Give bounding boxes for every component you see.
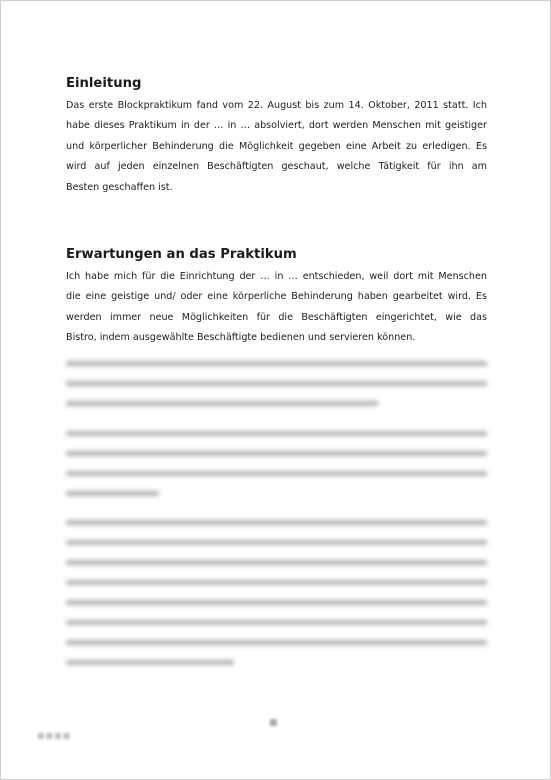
paragraph-einleitung [66,96,487,198]
text-line: habe dieses Praktikum in der … in … absolviert, dort werden Menschen mit geistiger [66,120,487,132]
blurred-paragraph [66,431,487,511]
page-number: ■ [269,718,278,728]
heading-erwartungen: Erwartungen an das Praktikum [66,247,297,262]
text-line: die eine geistige und/ oder eine körperliche Behinderung haben gearbeitet wird. Es [66,291,487,303]
heading-einleitung: Einleitung [66,76,142,91]
text-line: Bistro, indem ausgewählte Beschäftigte bedienen und servieren können. [66,332,416,344]
text-line: wird auf jeden einzelnen Beschäftigten geschaut, welche Tätigkeit für ihn am [66,161,487,173]
text-line: Das erste Blockpraktikum fand vom 22. August bis zum 14. Oktober, 2011 statt. Ich [66,100,487,111]
paragraph-erwartungen [66,267,487,349]
text-line: Besten geschaffen ist. [66,181,173,193]
blurred-paragraph [66,520,487,680]
footer-mark: ■■■■ [37,731,72,740]
text-line: Ich habe mich für die Einrichtung der … in … entschieden, weil dort mit Menschen [66,271,487,282]
text-line: und körperlicher Behinderung die Möglichkeit gegeben eine Arbeit zu erledigen. Es [66,140,487,152]
text-line: werden immer neue Möglichkeiten für die Beschäftigten eingerichtet, wie das [66,311,487,323]
blurred-paragraph [66,361,487,421]
